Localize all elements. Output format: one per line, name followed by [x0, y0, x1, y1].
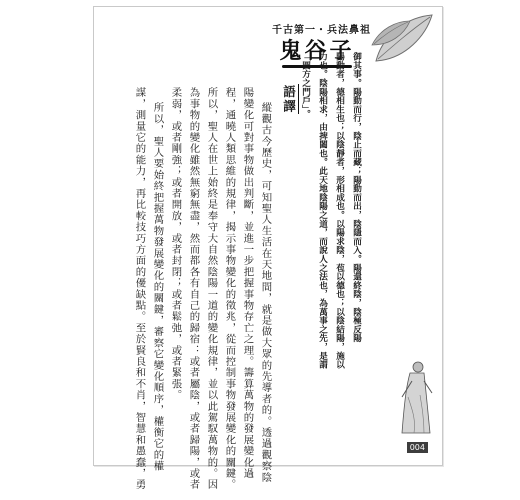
sage-figure-illustration-icon — [398, 357, 434, 437]
quote-line: 御其事。陽動而行，陰止而藏；陽動而出，陰隱而入。陽還終陰，陰極反陽 — [351, 52, 362, 343]
body-line: 謀，測量它的能力，再比較技巧方面的優缺點。至於賢良和不肖，智慧和愚蠢，勇 — [133, 87, 146, 491]
leaf-illustration-icon — [370, 11, 436, 69]
quote-line: 力也。陰陽相求，由捭闔也。此天地陰陽之道，而說人之法也，為萬事之先，是謂 — [317, 52, 328, 369]
body-line: 縱觀古今歷史，可知聖人生活在天地間，就是做大眾的先導者的。透過觀察陰 — [259, 102, 272, 483]
body-line: 為事物的變化雖然無窮無盡，然而都各有自己的歸宿：或者屬陰，或者歸陽，或者 — [187, 87, 200, 491]
series-title: 千古第一・兵法鼻祖 — [272, 25, 371, 36]
quote-line: 「圓方之門戶」。 — [300, 52, 311, 119]
heading-rule — [298, 84, 299, 114]
book-header — [272, 21, 371, 68]
quote-line: 陽動者，德相生也；以陰靜者，形相成也。以陽求陰，苞以德也；以陰結陽，施以 — [334, 52, 345, 369]
section-heading: 語譯 — [281, 85, 297, 114]
book-page — [93, 6, 443, 491]
page-number: 004 — [407, 442, 428, 453]
book-title: 鬼谷子 — [279, 38, 355, 64]
body-line: 所以，聖人在世上始終是奉守大自然陰陽一道的變化規律，並以此駕馭萬物的。因 — [205, 87, 218, 491]
body-line: 柔弱，或者剛強；或者開放，或者封閉；或者鬆弛，或者緊張。 — [169, 87, 182, 401]
body-line: 陽變化可對事物做出判斷，並進一步把握事物存亡之理。籌算萬物的發展變化過 — [241, 87, 254, 479]
body-line: 程，通曉人類思維的規律，揭示事物變化的徵兆，從而控制事物發展變化的關鍵。 — [223, 87, 236, 491]
body-line: 所以，聖人要始終把握萬物發展變化的關鍵，審察它變化順序，權衡它的權 — [151, 102, 164, 472]
